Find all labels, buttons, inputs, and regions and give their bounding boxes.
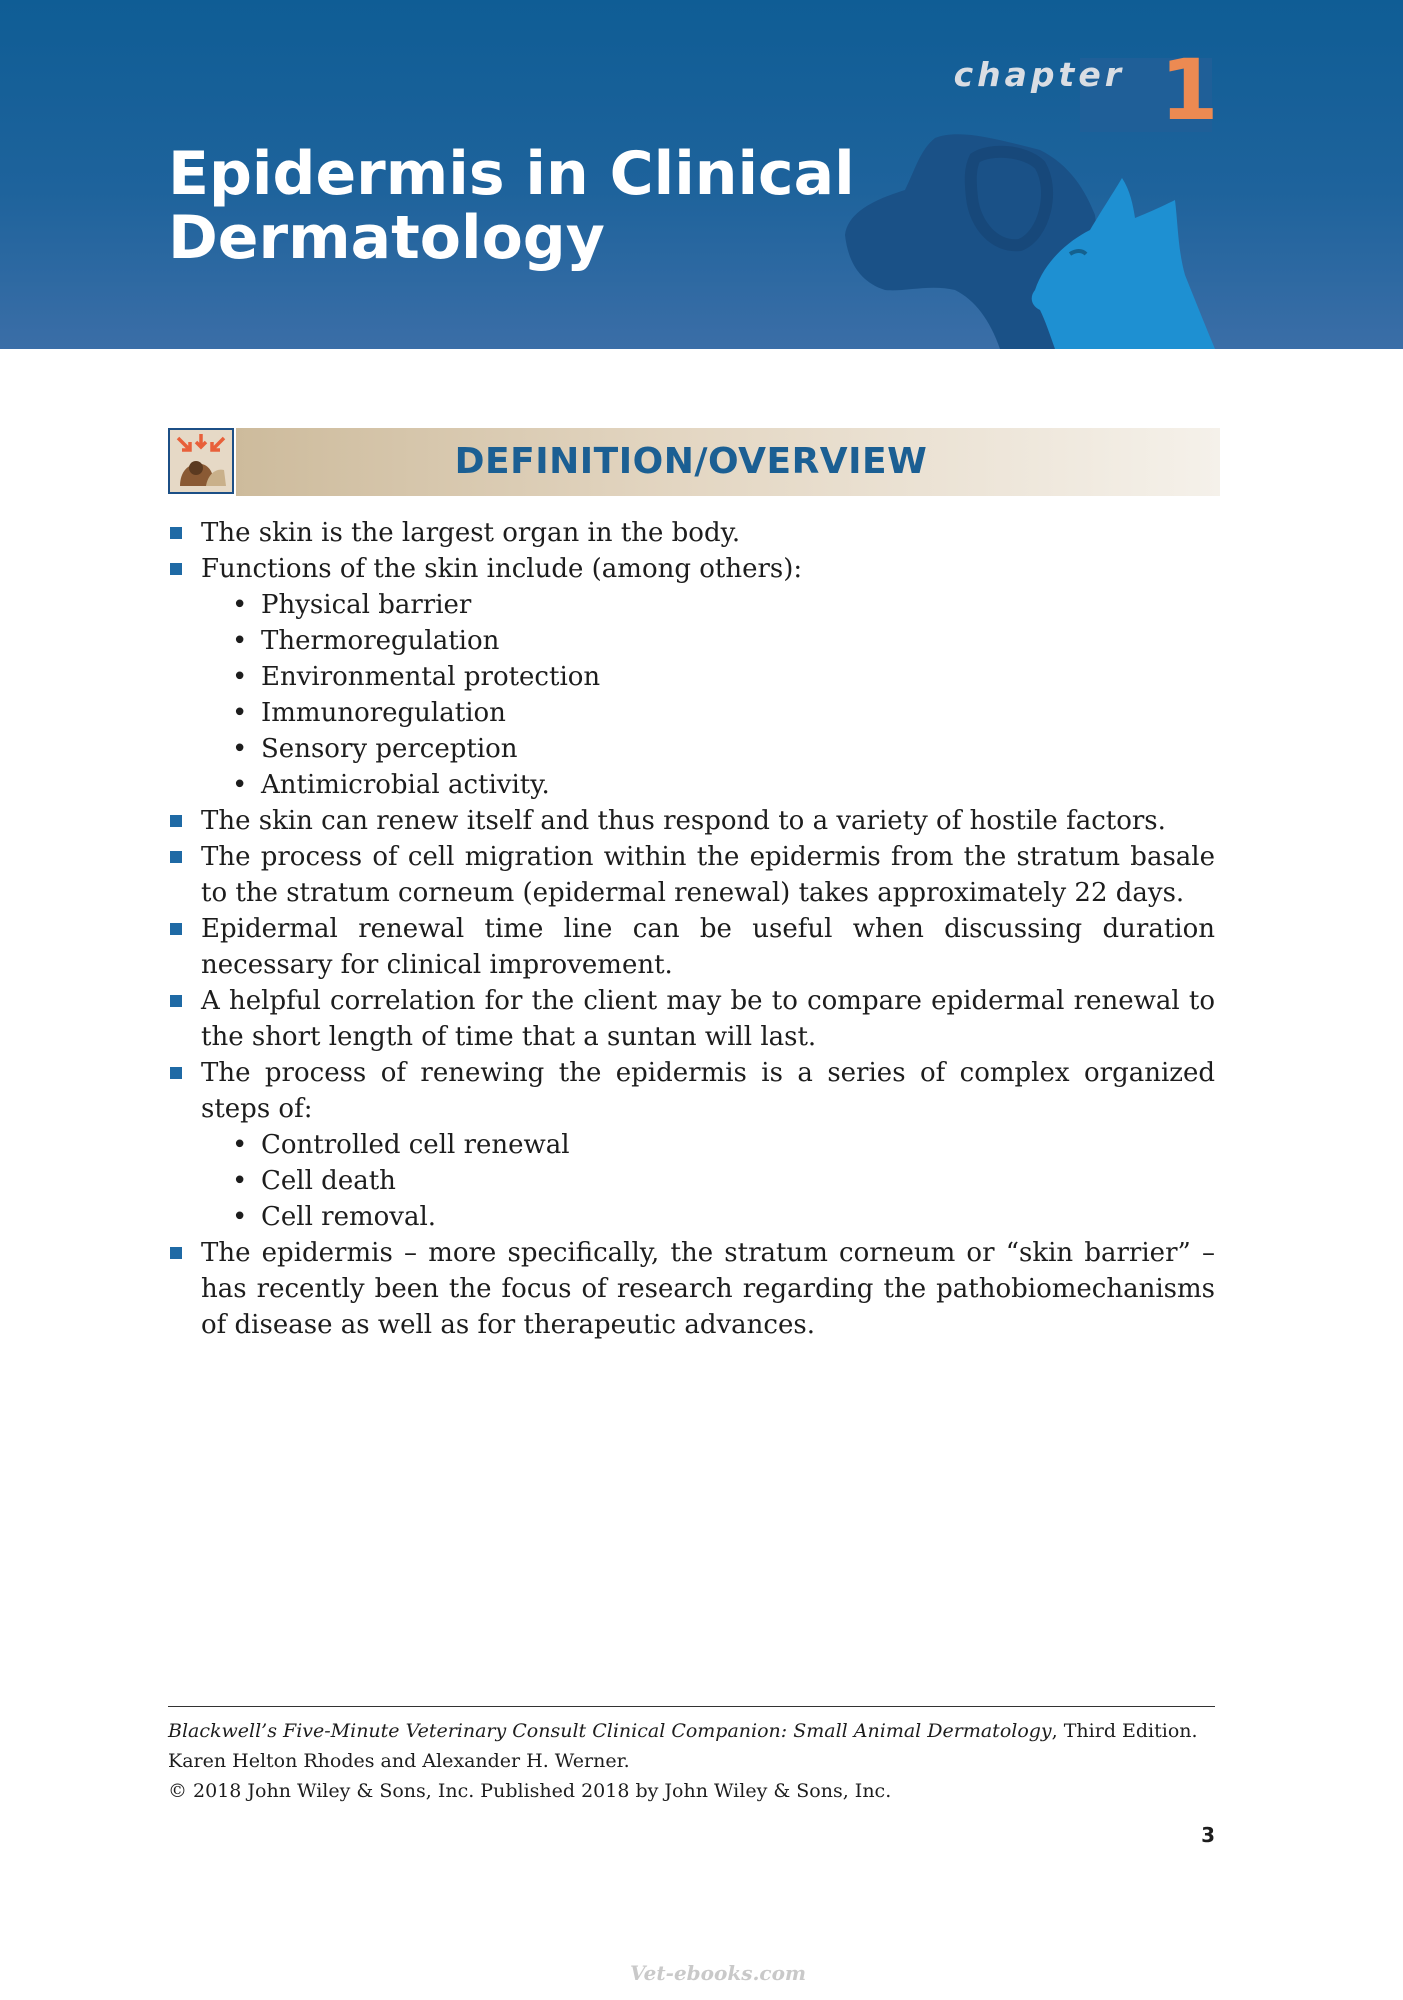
round-bullet-icon: • <box>232 1130 248 1160</box>
chapter-number: 1 <box>1160 41 1219 139</box>
chapter-banner <box>0 0 1403 349</box>
sub-list-item <box>168 1199 1215 1235</box>
definition-list <box>168 515 1215 1343</box>
sub-list-item <box>168 1163 1215 1199</box>
watermark-text: Vet-ebooks.com <box>630 1961 807 1985</box>
section-title: DEFINITION/OVERVIEW <box>454 441 928 482</box>
square-bullet-icon <box>170 923 182 935</box>
list-item <box>168 551 1215 587</box>
footer-book-title: Blackwell’s Five-Minute Veterinary Consult Clinical Companion: Small Animal Dermatology <box>168 1720 1052 1742</box>
round-bullet-icon: • <box>232 662 248 692</box>
footer-citation <box>168 1716 1218 1746</box>
sub-list-item-text: Physical barrier <box>261 590 472 620</box>
square-bullet-icon <box>170 995 182 1007</box>
list-item-text: The process of renewing the epidermis is a series of complex organized steps of: <box>201 1058 1215 1124</box>
list-item-text: The epidermis – more specifically, the stratum corneum or “skin barrier” – has recently been the focus of research regarding the pathobiomechanisms of disease as well as for therapeutic advances. <box>201 1238 1215 1340</box>
square-bullet-icon <box>170 815 182 827</box>
dog-cat-clinic-icon <box>168 428 234 494</box>
round-bullet-icon: • <box>232 734 248 764</box>
round-bullet-icon: • <box>232 698 248 728</box>
list-item <box>168 1235 1215 1343</box>
list-item <box>168 1055 1215 1127</box>
square-bullet-icon <box>170 1247 182 1259</box>
sub-list-item-text: Thermoregulation <box>261 626 500 656</box>
list-item <box>168 515 1215 551</box>
footer-edition: , Third Edition. <box>1051 1720 1198 1742</box>
list-item-text: Functions of the skin include (among others): <box>201 554 803 584</box>
chapter-title <box>168 139 868 273</box>
footer-divider <box>168 1706 1215 1707</box>
page-number: 3 <box>1201 1823 1215 1847</box>
sub-list-item-text: Controlled cell renewal <box>261 1130 570 1160</box>
list-item <box>168 911 1215 983</box>
sub-list-item <box>168 623 1215 659</box>
square-bullet-icon <box>170 527 182 539</box>
sub-list-item-text: Antimicrobial activity. <box>261 770 550 800</box>
list-item <box>168 839 1215 911</box>
list-item-text: The process of cell migration within the epidermis from the stratum basale to the stratum corneum (epidermal renewal) takes approximately 22 days. <box>201 842 1215 908</box>
list-item-text: Epidermal renewal time line can be useful when discussing duration necessary for clinical improvement. <box>201 914 1215 980</box>
copyright-footer <box>168 1716 1218 1806</box>
list-item-text: The skin is the largest organ in the body. <box>201 518 741 548</box>
sub-list-item-text: Immunoregulation <box>261 698 506 728</box>
chapter-title-line-1: Epidermis in Clinical <box>168 139 855 209</box>
chapter-title-line-2: Dermatology <box>168 203 605 273</box>
round-bullet-icon: • <box>232 626 248 656</box>
round-bullet-icon: • <box>232 1166 248 1196</box>
sub-list-item <box>168 731 1215 767</box>
list-item <box>168 983 1215 1055</box>
square-bullet-icon <box>170 563 182 575</box>
list-item <box>168 803 1215 839</box>
sub-list-item <box>168 695 1215 731</box>
sub-list-item-text: Cell death <box>261 1166 396 1196</box>
footer-copyright: © 2018 John Wiley & Sons, Inc. Published 2018 by John Wiley & Sons, Inc. <box>168 1780 892 1802</box>
footer-authors: Karen Helton Rhodes and Alexander H. Werner. <box>168 1750 630 1772</box>
round-bullet-icon: • <box>232 590 248 620</box>
list-item-text: The skin can renew itself and thus respond to a variety of hostile factors. <box>201 806 1166 836</box>
round-bullet-icon: • <box>232 1202 248 1232</box>
watermark-logo <box>628 1958 807 1990</box>
list-item-text: A helpful correlation for the client may be to compare epidermal renewal to the short length of time that a suntan will last. <box>201 986 1215 1052</box>
sub-list-item <box>168 767 1215 803</box>
square-bullet-icon <box>170 1067 182 1079</box>
sub-list-item <box>168 659 1215 695</box>
sub-list-item-text: Sensory perception <box>261 734 518 764</box>
sub-list-item <box>168 1127 1215 1163</box>
square-bullet-icon <box>170 851 182 863</box>
chapter-label: chapter <box>953 55 1125 94</box>
sub-list-item <box>168 587 1215 623</box>
sub-list-item-text: Cell removal. <box>261 1202 437 1232</box>
round-bullet-icon: • <box>232 770 248 800</box>
sub-list-item-text: Environmental protection <box>261 662 601 692</box>
